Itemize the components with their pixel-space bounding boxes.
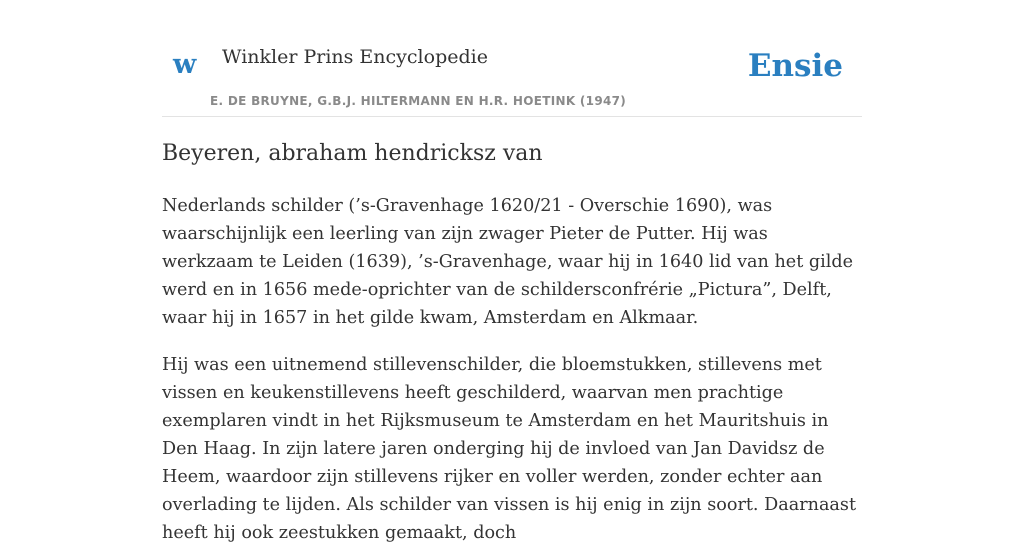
book-title[interactable]: Winkler Prins Encyclopedie (222, 46, 488, 68)
article-title: Beyeren, abraham hendricksz van (162, 141, 543, 166)
book-authors: E. DE BRUYNE, G.B.J. HILTERMANN EN H.R. HOETINK (1947) (210, 94, 627, 108)
article-paragraph: Hij was een uitnemend stillevenschilder, die bloemstukken, stillevens met vissen en keukenstillevens heeft geschilderd, waarvan men prachtige exemplaren vindt in het Rijksmuseum te Amsterdam en het Mauritshuis in Den Haag. In zijn latere jaren onderging hij de invloed van Jan Davidsz de Heem, waardoor zijn stillevens rijker en voller werden, zonder echter aan overlading te lijden. Als schilder van vissen is hij enig in zijn soort. Daarnaast heeft hij ook zeestukken gemaakt, doch (162, 355, 857, 543)
ensie-brand-logo[interactable]: Ensie (747, 48, 843, 84)
winkler-prins-logo[interactable]: w (173, 49, 197, 80)
encyclopedia-header (162, 0, 862, 117)
article (162, 138, 862, 547)
article-paragraph: Nederlands schilder (’s-Gravenhage 1620/21 - Overschie 1690), was waarschijnlijk een leerling van zijn zwager Pieter de Putter. Hij was werkzaam te Leiden (1639), ’s-Gravenhage, waar hij in 1640 lid van het gilde werd en in 1656 mede-oprichter van de schildersconfrérie „Pictura”, Delft, waar hij in 1657 in het gilde kwam, Amsterdam en Alkmaar. (162, 196, 854, 328)
